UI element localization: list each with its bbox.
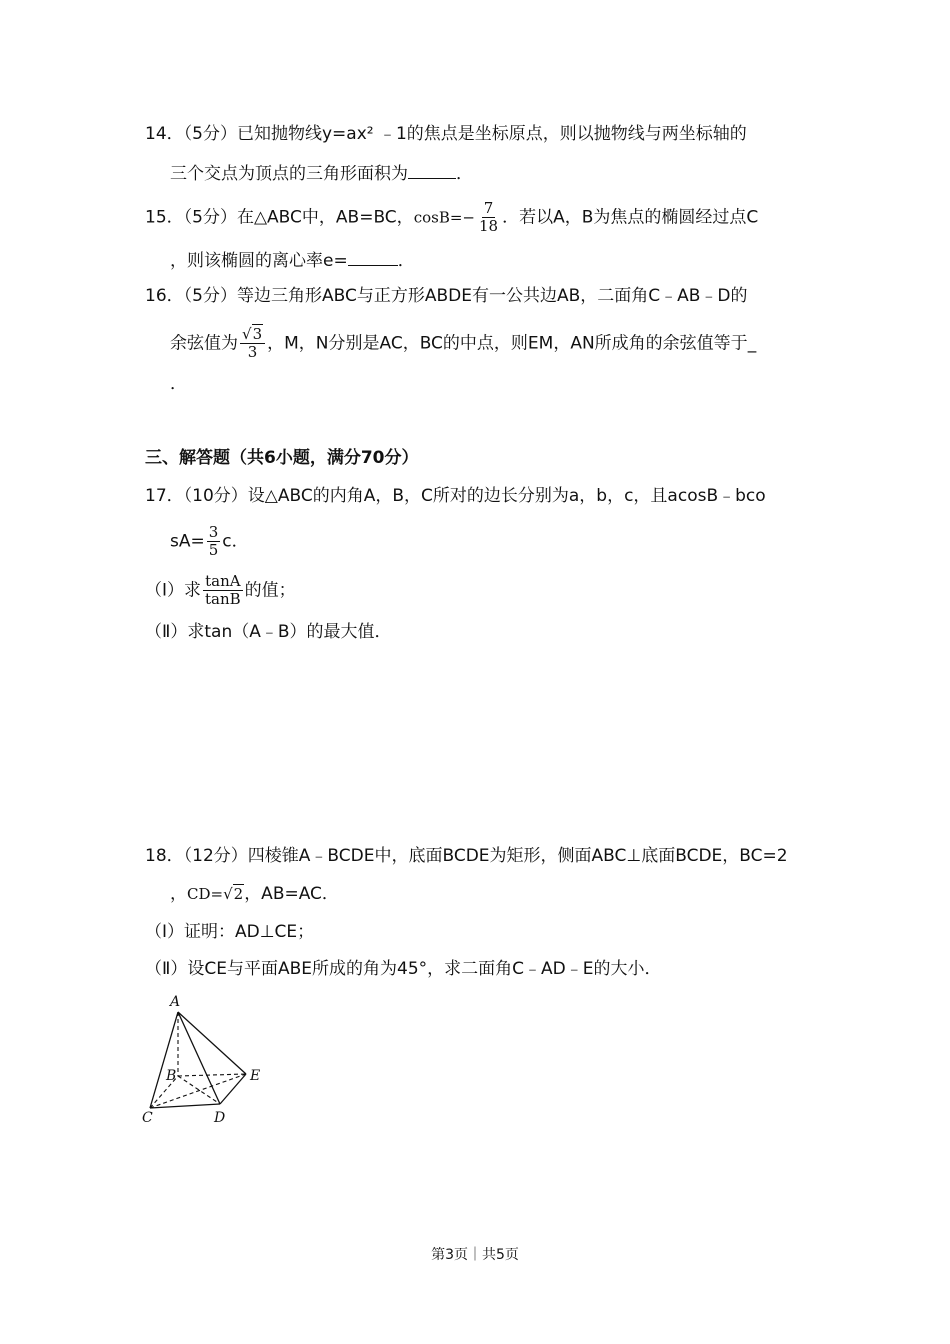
q14-end: ．	[456, 164, 473, 184]
label-b: B	[166, 1068, 177, 1084]
label-e: E	[250, 1068, 261, 1084]
q15-line1	[145, 200, 758, 235]
q15-text-2: ，则该椭圆的离心率e=	[170, 251, 348, 271]
q17-part1-label: （Ⅰ）求	[145, 580, 202, 601]
label-d: D	[214, 1110, 226, 1126]
q17-fraction: $\frac{3}{5}$	[208, 523, 219, 559]
q14-line1	[145, 122, 747, 146]
q15-end: ．	[397, 251, 415, 271]
q18-line2	[170, 882, 339, 906]
label-a: A	[170, 994, 181, 1010]
q18-cd-label: CD=	[187, 885, 224, 903]
q14-number: 14．	[145, 124, 184, 144]
q16-line1	[145, 284, 748, 308]
q15-line2	[170, 247, 415, 273]
pyramid-figure	[138, 990, 278, 1130]
edge-de	[220, 1074, 246, 1104]
q17-score: （10分）	[183, 486, 248, 506]
answer-blank	[348, 247, 398, 266]
q18-line1	[145, 844, 788, 868]
q18-score: （12分）	[183, 846, 248, 866]
edge-cd	[150, 1104, 220, 1108]
q18-text-post: ，AB=AC．	[244, 884, 339, 904]
q17-line2	[170, 524, 249, 559]
q18-sqrt: √2	[223, 885, 244, 903]
edge-ac	[150, 1012, 178, 1108]
q15-text: 在△ABC中，AB=BC，	[236, 207, 414, 228]
q16-number: 16．	[145, 286, 184, 306]
q16-end: ．	[170, 374, 187, 394]
q17-text-2: sA=	[170, 531, 205, 552]
section-heading: 三、解答题（共6小题，满分70分）	[145, 448, 419, 468]
q15-score: （5分）	[183, 207, 237, 228]
q14-score: （5分）	[183, 124, 237, 144]
q15-fraction: $\frac{7}{18}$	[478, 199, 499, 235]
q15-cos-label: cosB=−	[413, 208, 475, 227]
q15-text-post: ．若以A，B为焦点的椭圆经过点C	[502, 207, 759, 228]
q14-text: 已知抛物线y=ax² ﹣1的焦点是坐标原点，则以抛物线与两坐标轴的	[236, 124, 747, 144]
page-footer: 第3页｜共5页	[431, 1247, 519, 1263]
q16-score: （5分）	[183, 286, 237, 306]
answer-blank: _	[747, 333, 757, 354]
q18-text: 四棱锥A﹣BCDE中，底面BCDE为矩形，侧面ABC⊥底面BCDE，BC=2	[247, 846, 788, 866]
q17-line1	[145, 484, 766, 508]
answer-blank	[408, 160, 456, 179]
q18-part1: （Ⅰ）证明：AD⊥CE；	[145, 922, 315, 942]
edge-be	[178, 1074, 246, 1076]
q16-text-post: ，M，N分别是AC，BC的中点，则EM，AN所成角的余弦值等于	[267, 333, 748, 354]
q17-text: 设△ABC的内角A，B，C所对的边长分别为a，b，c，且acosB﹣bco	[247, 486, 766, 506]
q17-number: 17．	[145, 486, 184, 506]
edge-ae	[178, 1012, 246, 1074]
q16-line3	[170, 372, 187, 396]
q16-fraction: $\frac{√3}{3}$	[240, 326, 265, 361]
q17-part2: （Ⅱ）求tan（A﹣B）的最大值．	[145, 622, 392, 642]
label-c: C	[142, 1110, 153, 1126]
q16-text: 等边三角形ABC与正方形ABDE有一公共边AB，二面角C﹣AB﹣D的	[236, 286, 748, 306]
q14-line2	[170, 160, 473, 186]
q16-text-2: 余弦值为	[170, 333, 238, 354]
q17-part1-post: 的值；	[244, 580, 296, 601]
q14-text-2: 三个交点为顶点的三角形面积为	[170, 164, 408, 184]
q18-number: 18．	[145, 846, 184, 866]
q15-number: 15．	[145, 207, 184, 228]
q18-text-2: ，	[170, 884, 187, 904]
q17-part1-fraction: $\frac{\tan A}{\tan B}$	[205, 572, 241, 608]
q17-text-post: c．	[222, 531, 249, 552]
q17-part1	[145, 573, 296, 608]
q18-part2: （Ⅱ）设CE与平面ABE所成的角为45°，求二面角C﹣AD﹣E的大小．	[145, 959, 662, 979]
q16-line2	[170, 326, 756, 361]
